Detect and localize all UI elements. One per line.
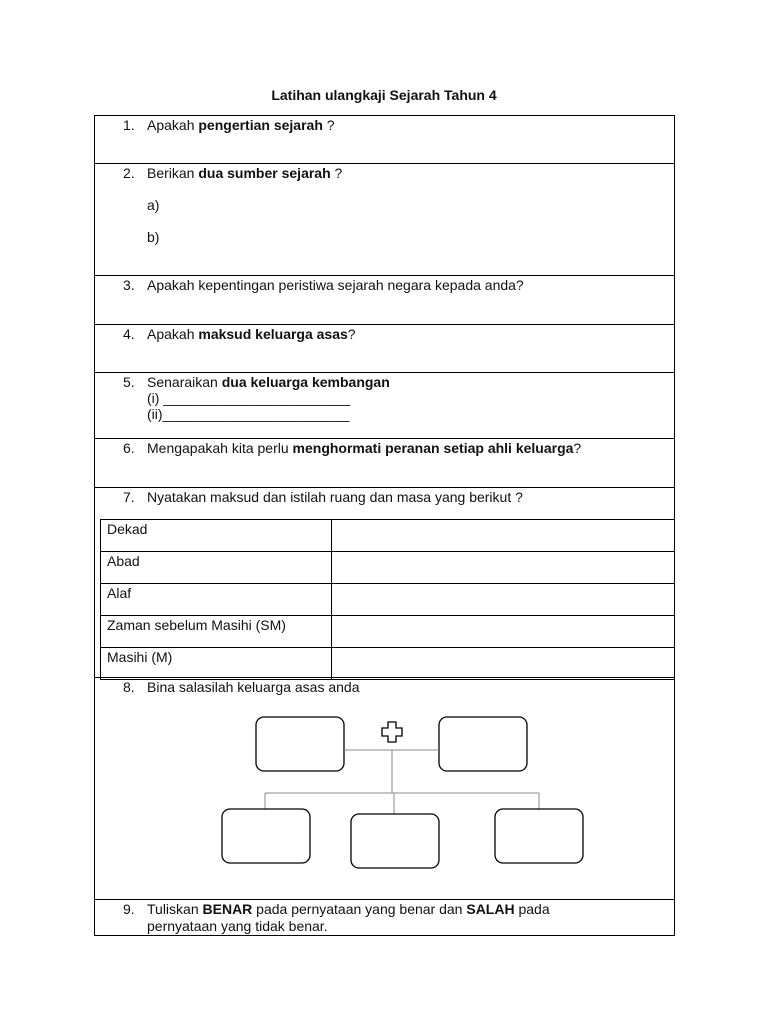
question-4 — [123, 326, 663, 343]
question-number: 2. — [123, 165, 135, 181]
question-text: Apakah kepentingan peristiwa sejarah negara kepada anda? — [147, 277, 524, 293]
answer-line-i: (i) ________________________ — [147, 390, 351, 406]
question-text: Bina salasilah keluarga asas anda — [147, 679, 360, 695]
term-cell: Abad — [101, 552, 332, 584]
answer-cell[interactable] — [332, 584, 675, 616]
answer-line-ii: (ii)________________________ — [147, 406, 350, 422]
question-text-mid: pada pernyataan yang benar dan — [252, 901, 467, 917]
question-text: Apakah — [147, 117, 199, 133]
answer-cell[interactable] — [332, 520, 675, 552]
child-box-3[interactable] — [495, 809, 583, 863]
question-keyword-2: SALAH — [466, 901, 515, 917]
question-text: Mengapakah kita perlu — [147, 440, 293, 456]
question-keyword: menghormati peranan setiap ahli keluarga — [292, 440, 574, 456]
question-6 — [123, 440, 663, 457]
question-text: Tuliskan — [147, 901, 203, 917]
question-number: 9. — [123, 901, 135, 917]
question-9 — [123, 901, 663, 935]
question-number: 1. — [123, 117, 135, 133]
table-row — [101, 552, 675, 584]
worksheet-table — [94, 115, 675, 935]
table-row — [101, 648, 675, 680]
question-keyword: dua sumber sejarah — [198, 165, 331, 181]
question-row-1 — [94, 115, 675, 164]
question-3 — [123, 277, 663, 294]
family-tree-diagram — [95, 678, 674, 900]
question-row-5 — [94, 372, 675, 439]
answer-cell[interactable] — [332, 648, 675, 680]
term-cell: Zaman sebelum Masihi (SM) — [101, 616, 332, 648]
question-row-6 — [94, 438, 675, 488]
question-keyword: BENAR — [202, 901, 253, 917]
question-keyword: maksud keluarga asas — [198, 326, 348, 342]
term-cell: Alaf — [101, 584, 332, 616]
question-text: Nyatakan maksud dan istilah ruang dan masa yang berikut ? — [147, 489, 523, 505]
terms-table — [100, 519, 675, 680]
answer-label-a: a) — [147, 197, 160, 213]
table-row — [101, 584, 675, 616]
question-number: 3. — [123, 277, 135, 293]
question-number: 6. — [123, 440, 135, 456]
question-keyword: pengertian sejarah — [198, 117, 323, 133]
question-2 — [123, 165, 663, 182]
question-number: 4. — [123, 326, 135, 342]
page-title: Latihan ulangkaji Sejarah Tahun 4 — [271, 87, 497, 103]
question-text-end: ? — [573, 440, 582, 456]
table-row — [101, 616, 675, 648]
question-text-line2: pernyataan yang tidak benar. — [147, 918, 328, 934]
question-keyword: dua keluarga kembangan — [221, 374, 390, 390]
question-row-3 — [94, 275, 675, 325]
question-row-4 — [94, 324, 675, 373]
question-number: 7. — [123, 489, 135, 505]
question-text: Apakah — [147, 326, 199, 342]
question-1 — [123, 117, 663, 134]
question-row-9 — [94, 899, 675, 936]
plus-cross-icon — [382, 722, 402, 742]
question-text-end: pada — [514, 901, 550, 917]
question-text: Berikan — [147, 165, 199, 181]
mother-box[interactable] — [439, 717, 527, 771]
answer-cell[interactable] — [332, 616, 675, 648]
father-box[interactable] — [256, 717, 344, 771]
question-number: 8. — [123, 679, 135, 695]
question-text-end: ? — [330, 165, 343, 181]
question-text: Senaraikan — [147, 374, 222, 390]
answer-cell[interactable] — [332, 552, 675, 584]
question-text-end: ? — [347, 326, 356, 342]
child-box-2[interactable] — [351, 814, 439, 868]
term-cell: Masihi (M) — [101, 648, 332, 680]
answer-label-b: b) — [147, 229, 160, 245]
child-box-1[interactable] — [222, 809, 310, 863]
term-cell: Dekad — [101, 520, 332, 552]
question-text-end: ? — [322, 117, 335, 133]
table-row — [101, 520, 675, 552]
question-row-8 — [94, 677, 675, 900]
question-number: 5. — [123, 374, 135, 390]
question-row-2 — [94, 163, 675, 276]
question-5 — [123, 374, 663, 391]
question-7 — [123, 489, 663, 506]
